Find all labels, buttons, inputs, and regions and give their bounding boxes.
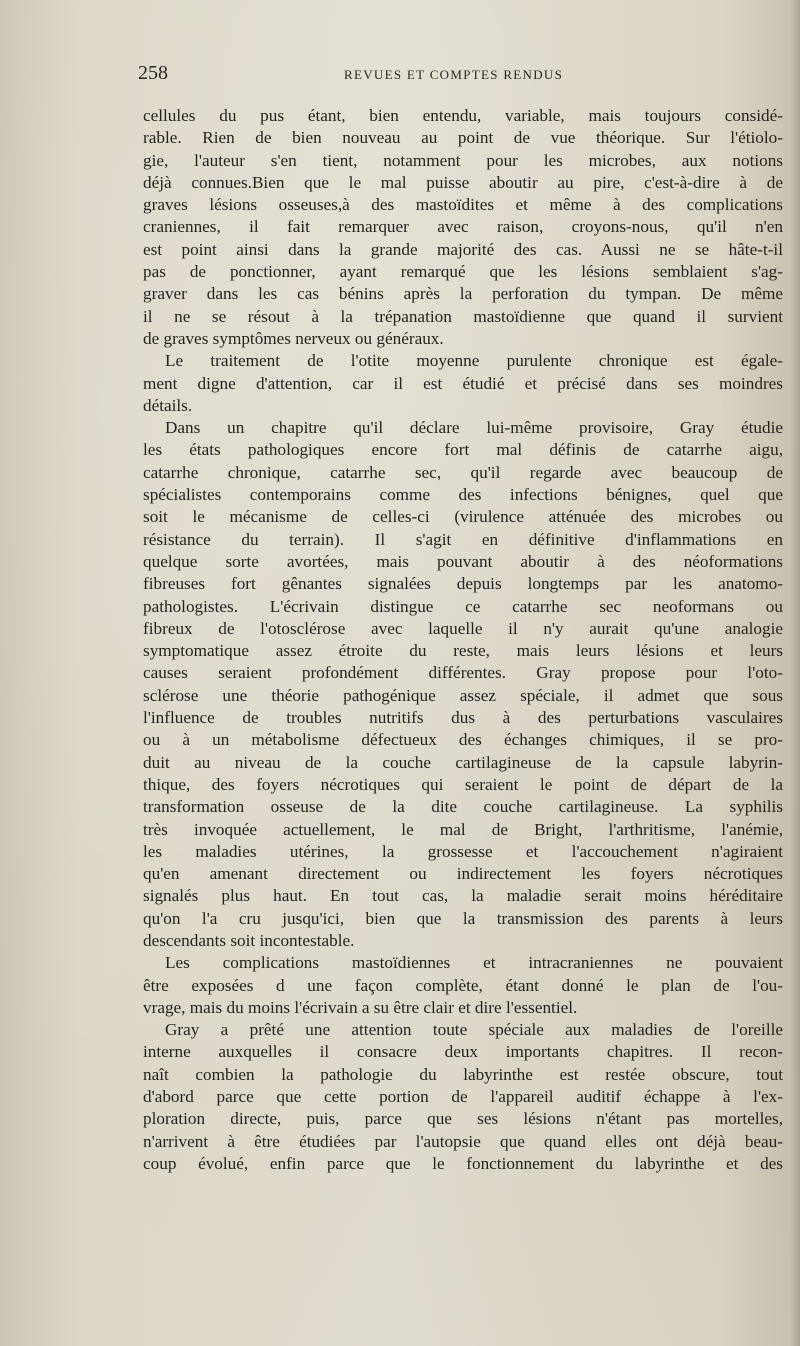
text-line: quelque sorte avortées, mais pouvant aboutir à des néoformations	[143, 551, 783, 571]
text-line: d'abord parce que cette portion de l'appareil auditif échappe à l'ex-	[143, 1087, 783, 1107]
text-line: symptomatique assez étroite du reste, mais leurs lésions et leurs	[143, 641, 783, 661]
text-line: transformation osseuse de la dite couche cartilagineuse. La syphilis	[143, 797, 783, 817]
text-line: thique, des foyers nécrotiques qui seraient le point de départ de la	[143, 774, 783, 794]
text-line: Dans un chapitre qu'il déclare lui-même provisoire, Gray étudie	[165, 418, 783, 438]
text-line: qu'on l'a cru jusqu'ici, bien que la transmission des parents à leurs	[143, 908, 783, 928]
page-edge-shadow	[790, 0, 800, 1346]
text-line: signalés plus haut. En tout cas, la maladie serait moins héréditaire	[143, 886, 783, 906]
text-line: Gray a prêté une attention toute spéciale aux maladies de l'oreille	[165, 1020, 783, 1040]
text-line: pathologistes. L'écrivain distingue ce catarrhe sec neoformans ou	[143, 596, 783, 616]
text-line: graver dans les cas bénins après la perforation du tympan. De même	[143, 284, 783, 304]
text-line: sclérose une théorie pathogénique assez spéciale, il admet que sous	[143, 685, 783, 705]
running-head: REVUES ET COMPTES RENDUS	[344, 67, 564, 82]
text-line: naît combien la pathologie du labyrinthe est restée obscure, tout	[143, 1064, 783, 1084]
text-line: duit au niveau de la couche cartilagineuse de la capsule labyrin-	[143, 752, 783, 772]
text-line: causes seraient profondément différentes. Gray propose pour l'oto-	[143, 663, 783, 683]
text-line: n'arrivent à être étudiées par l'autopsie que quand elles ont déjà beau-	[143, 1131, 783, 1151]
text-line: ou à un métabolisme défectueux des échanges chimiques, il se pro-	[143, 730, 783, 750]
text-line: ploration directe, puis, parce que ses lésions n'étant pas mortelles,	[143, 1109, 783, 1129]
body-text	[143, 105, 783, 1175]
text-line: fibreuses fort gênantes signalées depuis longtemps par les anatomo-	[143, 574, 783, 594]
text-line: cellules du pus étant, bien entendu, variable, mais toujours considé-	[143, 106, 783, 125]
text-line: les maladies utérines, la grossesse et l'accouchement n'agiraient	[143, 841, 783, 861]
text-line: détails.	[143, 395, 193, 415]
text-line: déjà connues.Bien que le mal puisse aboutir au pire, c'est-à-dire à de	[143, 172, 783, 192]
page-header	[138, 62, 778, 86]
text-line: soit le mécanisme de celles-ci (virulence atténuée des microbes ou	[143, 507, 783, 527]
text-line: Le traitement de l'otite moyenne purulente chronique est égale-	[165, 351, 783, 371]
text-line: pas de ponctionner, ayant remarqué que les lésions semblaient s'ag-	[143, 262, 783, 282]
text-line: Les complications mastoïdiennes et intracraniennes ne pouvaient	[165, 953, 783, 973]
text-line: très invoquée actuellement, le mal de Bright, l'arthritisme, l'anémie,	[143, 819, 783, 839]
text-line: spécialistes contemporains comme des infections bénignes, quel que	[143, 485, 783, 505]
text-line: de graves symptômes nerveux ou généraux.	[143, 328, 444, 348]
text-line: gie, l'auteur s'en tient, notamment pour les microbes, aux notions	[143, 150, 783, 170]
text-line: l'influence de troubles nutritifs dus à des perturbations vasculaires	[143, 708, 783, 728]
text-line: coup évolué, enfin parce que le fonctionnement du labyrinthe et des	[143, 1153, 783, 1173]
text-line: fibreux de l'otosclérose avec laquelle il n'y aurait qu'une analogie	[143, 618, 783, 638]
text-line: est point ainsi dans la grande majorité des cas. Aussi ne se hâte-t-il	[143, 239, 783, 259]
text-line: ment digne d'attention, car il est étudié et précisé dans ses moindres	[143, 373, 783, 393]
text-line: les états pathologiques encore fort mal définis de catarrhe aigu,	[143, 440, 783, 460]
text-line: interne auxquelles il consacre deux importants chapitres. Il recon-	[143, 1042, 783, 1062]
text-line: rable. Rien de bien nouveau au point de vue théorique. Sur l'étiolo-	[143, 128, 783, 148]
text-line: catarrhe chronique, catarrhe sec, qu'il regarde avec beaucoup de	[143, 462, 783, 482]
text-line: graves lésions osseuses,à des mastoïdites et même à des complications	[143, 195, 783, 215]
text-line: résistance du terrain). Il s'agit en définitive d'inflammations en	[143, 529, 783, 549]
text-line: être exposées d une façon complète, étant donné le plan de l'ou-	[143, 975, 783, 995]
text-line: descendants soit incontestable.	[143, 930, 355, 950]
text-line: vrage, mais du moins l'écrivain a su être clair et dire l'essentiel.	[143, 997, 578, 1017]
page-number: 258	[138, 62, 168, 84]
text-line: il ne se résout à la trépanation mastoïdienne que quand il survient	[143, 306, 783, 326]
text-line: craniennes, il fait remarquer avec raison, croyons-nous, qu'il n'en	[143, 217, 783, 237]
text-line: qu'en amenant directement ou indirectement les foyers nécrotiques	[143, 864, 783, 884]
